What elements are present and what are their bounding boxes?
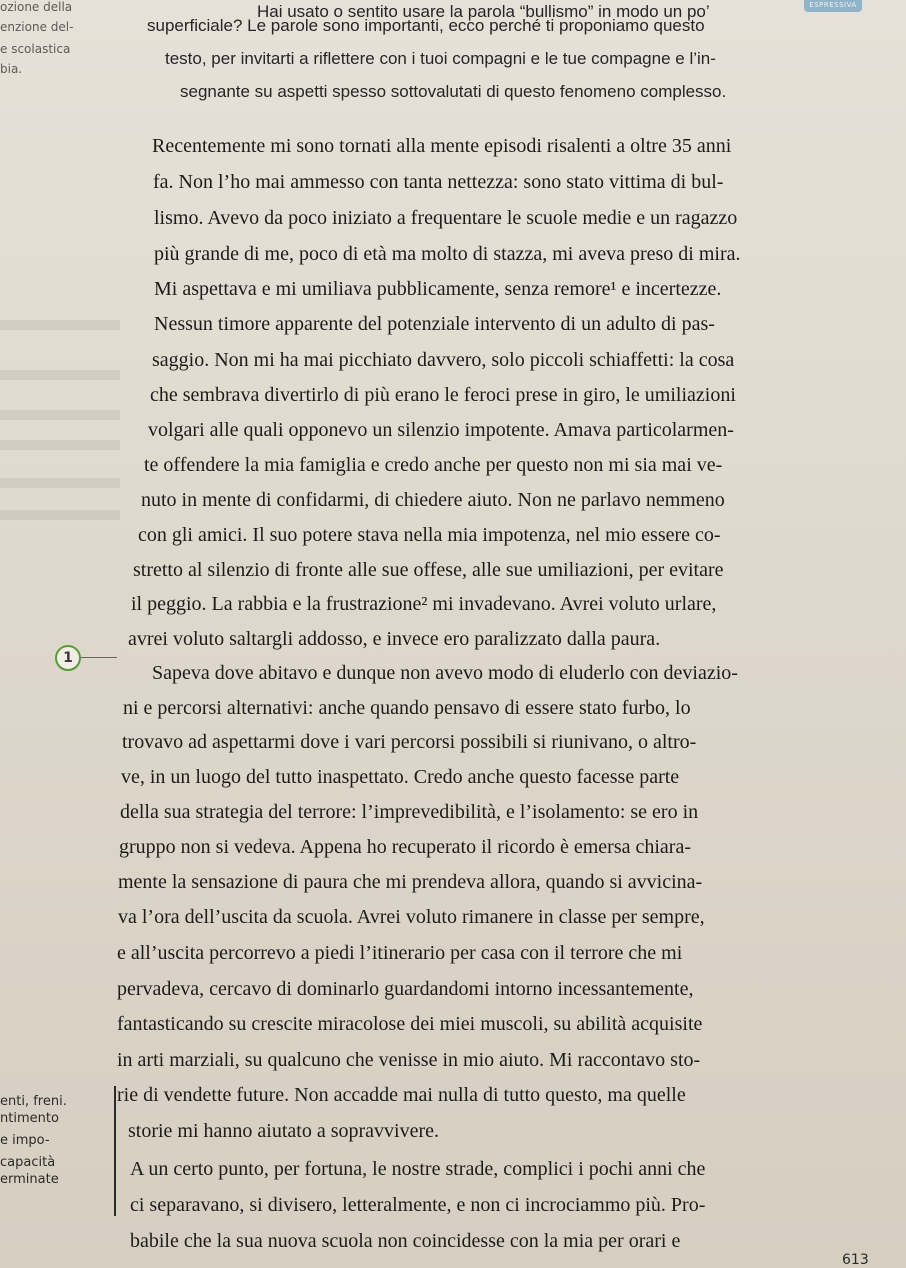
- text-line: in arti marziali, su qualcuno che venisse in mio aiuto. Mi raccontavo sto-: [117, 1049, 701, 1071]
- text-line: e all’uscita percorrevo a piedi l’itinerario per casa con il terrore che mi: [117, 942, 683, 964]
- text-line: il peggio. La rabbia e la frustrazione² mi invadevano. Avrei voluto urlare,: [131, 593, 717, 615]
- text-line: Sapeva dove abitavo e dunque non avevo modo di eluderlo con deviazio-: [152, 662, 738, 684]
- text-line: pervadeva, cercavo di dominarlo guardandomi intorno incessantemente,: [117, 978, 694, 1000]
- text-line: con gli amici. Il suo potere stava nella mia impotenza, nel mio essere co-: [138, 524, 721, 546]
- text-line: te offendere la mia famiglia e credo anche per questo non mi sia mai ve-: [144, 454, 723, 476]
- text-line: Nessun timore apparente del potenziale intervento di un adulto di pas-: [154, 313, 715, 335]
- glossary-entry: capacità: [0, 1155, 56, 1170]
- glossary-rule: [114, 1086, 116, 1216]
- text-line: lismo. Avevo da poco iniziato a frequentare le scuole medie e un ragazzo: [154, 207, 738, 229]
- glossary-entry: enti, freni.: [0, 1094, 67, 1109]
- text-line: rie di vendette future. Non accadde mai nulla di tutto questo, ma quelle: [117, 1084, 686, 1106]
- intro-line: testo, per invitarti a riflettere con i tuoi compagni e le tue compagne e l’in-: [165, 49, 716, 68]
- margin-label-1: ozione della: [0, 0, 73, 14]
- text-line: A un certo punto, per fortuna, le nostre strade, complici i pochi anni che: [130, 1158, 706, 1180]
- text-line: Recentemente mi sono tornati alla mente episodi risalenti a oltre 35 anni: [152, 135, 732, 157]
- faint-margin-text: [0, 478, 120, 488]
- glossary-entry: ntimento: [0, 1111, 59, 1126]
- intro-line: superficiale? Le parole sono importanti, ecco perché ti proponiamo questo: [147, 16, 705, 35]
- line-number-marker: 1: [55, 645, 81, 671]
- margin-label-4: bia.: [0, 62, 23, 76]
- glossary-entry: erminate: [0, 1172, 59, 1187]
- section-badge: ESPRESSIVA: [804, 0, 862, 12]
- text-line: avrei voluto saltargli addosso, e invece ero paralizzato dalla paura.: [128, 628, 661, 650]
- text-line: fantasticando su crescite miracolose dei miei muscoli, su abilità acquisite: [117, 1013, 703, 1035]
- text-line: ci separavano, si divisero, letteralmente, e non ci incrociammo più. Pro-: [130, 1194, 706, 1216]
- text-line: storie mi hanno aiutato a sopravvivere.: [128, 1120, 440, 1142]
- faint-margin-text: [0, 370, 120, 380]
- text-line: più grande di me, poco di età ma molto di stazza, mi aveva preso di mira.: [154, 243, 741, 265]
- text-line: mente la sensazione di paura che mi prendeva allora, quando si avvicina-: [118, 871, 703, 893]
- line-number-leader: [81, 657, 117, 658]
- faint-margin-text: [0, 410, 120, 420]
- text-line: va l’ora dell’uscita da scuola. Avrei voluto rimanere in classe per sempre,: [118, 906, 705, 928]
- text-line: trovavo ad aspettarmi dove i vari percorsi possibili si riunivano, o altro-: [122, 731, 697, 753]
- text-line: volgari alle quali opponevo un silenzio impotente. Amava particolarmen-: [148, 419, 734, 441]
- text-line: Mi aspettava e mi umiliava pubblicamente, senza remore¹ e incertezze.: [154, 278, 722, 300]
- text-line: ni e percorsi alternativi: anche quando pensavo di essere stato furbo, lo: [123, 697, 691, 719]
- intro-line: Hai usato o sentito usare la parola “bullismo” in modo un po’: [257, 2, 710, 21]
- text-line: della sua strategia del terrore: l’imprevedibilità, e l’isolamento: se ero in: [120, 801, 699, 823]
- faint-margin-text: [0, 510, 120, 520]
- text-line: che sembrava divertirlo di più erano le feroci prese in giro, le umiliazioni: [150, 384, 736, 406]
- text-line: babile che la sua nuova scuola non coincidesse con la mia per orari e: [130, 1230, 681, 1252]
- text-line: fa. Non l’ho mai ammesso con tanta nettezza: sono stato vittima di bul-: [153, 171, 724, 193]
- text-line: nuto in mente di confidarmi, di chiedere aiuto. Non ne parlavo nemmeno: [141, 489, 725, 511]
- text-line: stretto al silenzio di fronte alle sue offese, alle sue umiliazioni, per evitare: [133, 559, 724, 581]
- page-number: 613: [842, 1252, 869, 1268]
- faint-margin-text: [0, 320, 120, 330]
- text-line: gruppo non si vedeva. Appena ho recuperato il ricordo è emersa chiara-: [119, 836, 691, 858]
- intro-line: segnante su aspetti spesso sottovalutati di questo fenomeno complesso.: [180, 82, 727, 101]
- margin-label-3: e scolastica: [0, 42, 71, 56]
- text-line: saggio. Non mi ha mai picchiato davvero, solo piccoli schiaffetti: la cosa: [152, 349, 735, 371]
- faint-margin-text: [0, 440, 120, 450]
- glossary-entry: e impo-: [0, 1133, 50, 1148]
- margin-label-2: enzione del-: [0, 20, 74, 34]
- text-line: ve, in un luogo del tutto inaspettato. Credo anche questo facesse parte: [121, 766, 680, 788]
